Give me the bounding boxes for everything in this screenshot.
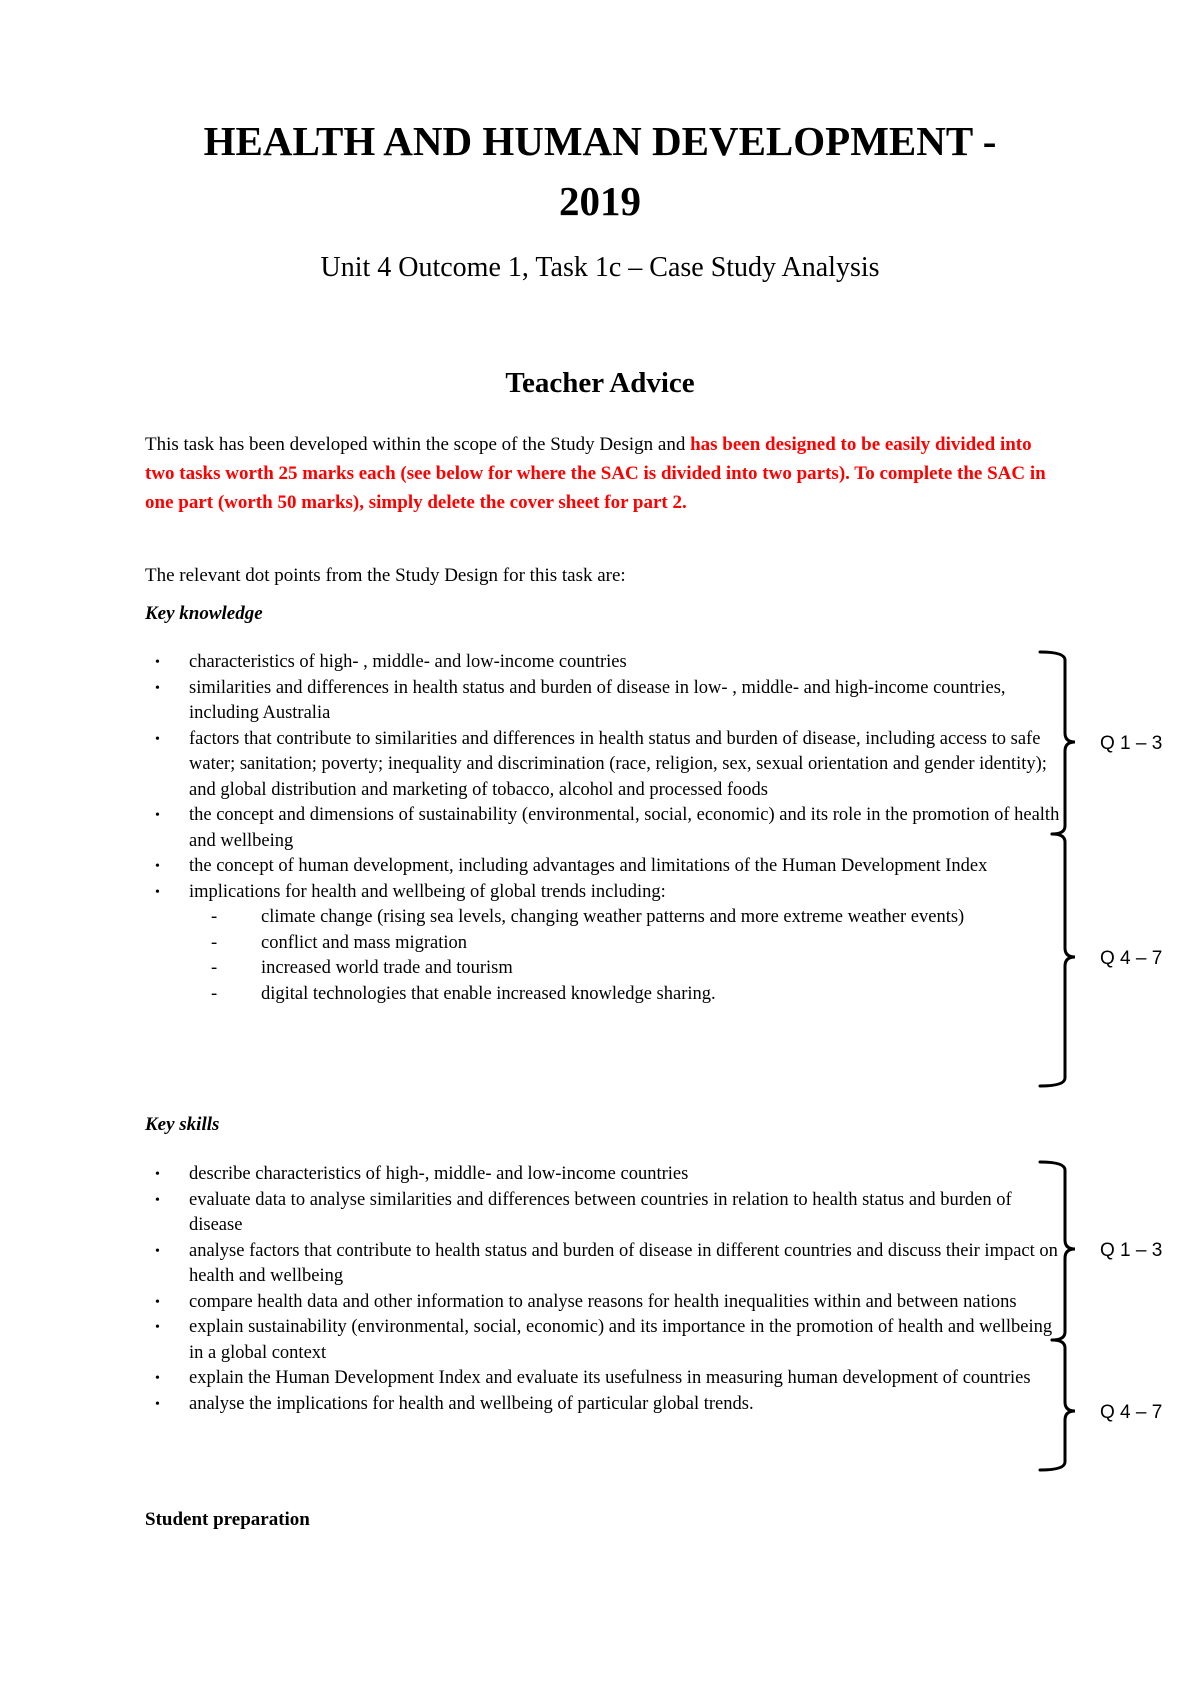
list-item: • evaluate data to analyse similarities and differences between countries in relation to health status and burden of disease xyxy=(155,1189,1012,1235)
bullet-icon: • xyxy=(155,731,160,747)
bullet-icon: • xyxy=(155,680,160,696)
list-item: • factors that contribute to similarities and differences in health status and burden of disease, including access to safe water; sanitation; poverty; inequality and discrimination (race, religion, sex, sexual orientation and gender identity); and global distribution and marketing of tobacco, alcohol and processed foods xyxy=(155,728,1047,800)
student-preparation-heading: Student preparation xyxy=(145,1509,310,1530)
key-skills-heading: Key skills xyxy=(145,1114,220,1135)
list-item: • explain the Human Development Index and evaluate its usefulness in measuring human development of countries xyxy=(145,1366,1060,1392)
bullet-icon: • xyxy=(155,655,160,670)
bullet-icon: • xyxy=(155,1320,160,1335)
bracket-label-skills-q1-3: Q 1 – 3 xyxy=(1100,1240,1163,1261)
bullet-icon: • xyxy=(155,1192,160,1208)
dash-icon: - xyxy=(211,958,218,978)
dot-points-intro: The relevant dot points from the Study Design for this task are: xyxy=(145,565,626,586)
sub-list-item: - digital technologies that enable increased knowledge sharing. xyxy=(189,982,1060,1008)
document-subtitle: Unit 4 Outcome 1, Task 1c – Case Study Analysis xyxy=(320,252,880,283)
list-item: • the concept and dimensions of sustainability (environmental, social, economic) and its role in the promotion of health and wellbeing xyxy=(155,805,1060,851)
brace-skills-q1-3 xyxy=(1040,1162,1075,1340)
teacher-advice-heading: Teacher Advice xyxy=(505,367,695,399)
bullet-icon: • xyxy=(155,1371,160,1386)
document-title-line1: HEALTH AND HUMAN DEVELOPMENT - xyxy=(203,118,997,164)
bracket-label-skills-q4-7: Q 4 – 7 xyxy=(1100,1402,1163,1423)
list-item: • describe characteristics of high-, middle- and low-income countries xyxy=(145,1162,1060,1188)
advice-intro-text: This task has been developed within the scope of the Study Design and xyxy=(145,434,691,455)
dash-icon: - xyxy=(211,983,218,1004)
bullet-icon: • xyxy=(155,1396,160,1412)
list-item: • explain sustainability (environmental, social, economic) and its importance in the promotion of health and wellbeing in a global context xyxy=(155,1317,1053,1363)
list-item: • implications for health and wellbeing of global trends including: - climate change (rising sea levels, changing weather patterns and more extreme weather events) - conflict and mass migration - increased world trade and tourism - digital technologies that enable increased knowledge sharing. xyxy=(145,880,1060,1008)
bullet-icon: • xyxy=(155,1294,160,1310)
document-title-line2: 2019 xyxy=(559,178,641,224)
bullet-icon: • xyxy=(155,884,160,900)
brace-knowledge-q1-3 xyxy=(1040,652,1075,834)
list-item: • similarities and differences in health status and burden of disease in low- , middle- and high-income countries, including Australia xyxy=(155,677,1006,723)
sub-list-item: - climate change (rising sea levels, changing weather patterns and more extreme weather events) xyxy=(189,905,1060,931)
list-item: • analyse the implications for health and wellbeing of particular global trends. xyxy=(145,1392,1060,1418)
bullet-icon: • xyxy=(155,808,160,823)
advice-highlight-text: has been designed to be easily divided into two tasks worth 25 marks each (see below for where the SAC is divided into two parts). To complete the SAC in one part (worth 50 marks), simply delete the cover sheet for part 2. xyxy=(145,434,1046,513)
list-item: • compare health data and other information to analyse reasons for health inequalities within and between nations xyxy=(145,1290,1060,1316)
sub-list-item: - increased world trade and tourism xyxy=(189,956,1060,982)
brace-knowledge-q4-7 xyxy=(1040,834,1075,1086)
bracket-label-knowledge-q4-7: Q 4 – 7 xyxy=(1100,948,1163,969)
key-knowledge-heading: Key knowledge xyxy=(145,603,263,624)
bullet-icon: • xyxy=(155,859,160,874)
sub-list-item: - conflict and mass migration xyxy=(189,931,1060,957)
list-item: • analyse factors that contribute to health status and burden of disease in different countries and discuss their impact on health and wellbeing xyxy=(155,1240,1058,1286)
bullet-icon: • xyxy=(155,1243,160,1259)
bracket-label-knowledge-q1-3: Q 1 – 3 xyxy=(1100,733,1163,754)
brace-skills-q4-7 xyxy=(1040,1340,1075,1470)
dash-icon: - xyxy=(211,932,218,953)
list-item: • the concept of human development, including advantages and limitations of the Human Development Index xyxy=(145,854,1060,880)
list-item: • characteristics of high- , middle- and low-income countries xyxy=(145,650,1060,676)
bullet-icon: • xyxy=(155,1167,160,1182)
dash-icon: - xyxy=(211,907,218,927)
